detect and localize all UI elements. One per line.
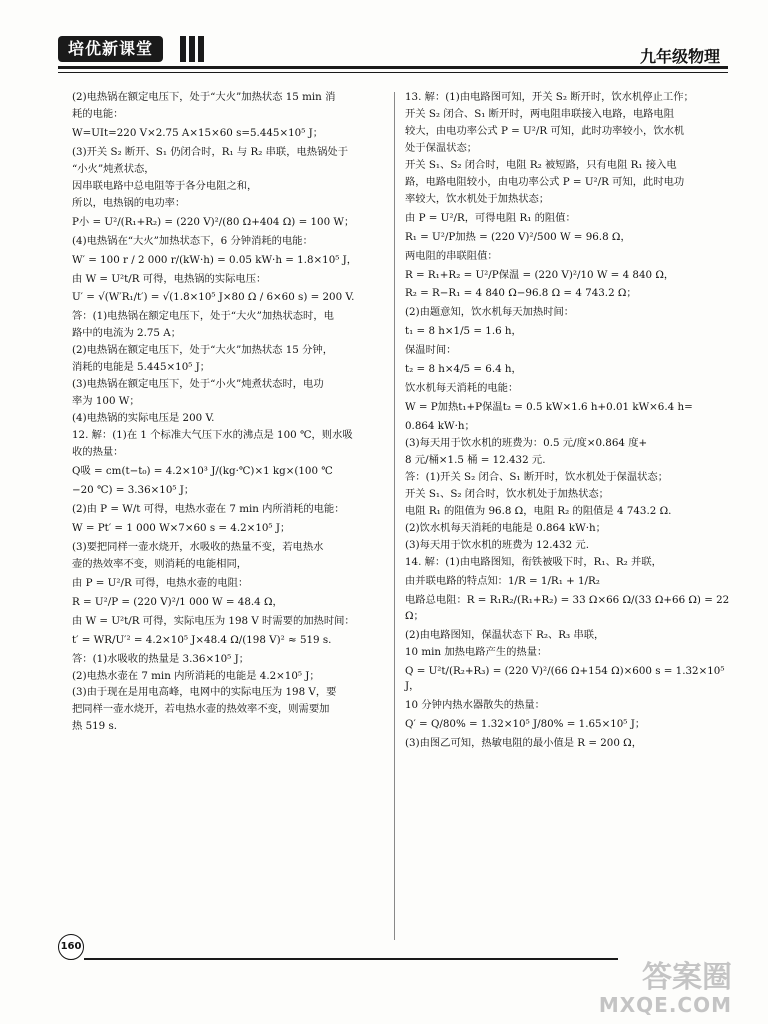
text-line: 率较大，饮水机处于加热状态； [405, 192, 550, 205]
formula-line: P小 = U²/(R₁+R₂) = (220 V)²/(80 Ω+404 Ω) = 100 W； [72, 215, 355, 228]
formula-line: t′ = WR/U′² = 4.2×10⁵ J×48.4 Ω/(198 V)² ≈ 519 s. [72, 633, 332, 646]
text-line: (2)由电路图知，保温状态下 R₂、R₃ 串联， [405, 628, 605, 641]
text-line: 由 W = U²t/R 可得，实际电压为 198 V 时需要的加热时间： [72, 614, 355, 627]
formula-line: W′ = 100 r / 2 000 r/(kW·h) = 0.05 kW·h = 1.8×10⁵ J， [72, 253, 358, 266]
text-line: 开关 S₂ 闭合、S₁ 断开时，两电阻串联接入电路，电路电阻 [405, 107, 675, 120]
text-line: 10 分钟内热水器散失的热量： [405, 699, 545, 712]
text-line: (4)电热锅在“大火”加热状态下，6 分钟消耗的电能： [72, 234, 313, 247]
header-rule-thin [58, 72, 728, 73]
text-line: 答：(1)水吸收的热量是 3.36×10⁵ J； [72, 652, 250, 665]
text-line: 开关 S₁、S₂ 闭合时，饮水机处于加热状态； [405, 487, 609, 500]
formula-line: Q′ = Q/80% = 1.32×10⁵ J/80% = 1.65×10⁵ J； [405, 718, 646, 731]
text-line: 开关 S₁、S₂ 闭合时，电阻 R₂ 被短路，只有电阻 R₁ 接入电 [405, 158, 677, 171]
brand-bars-decoration [180, 36, 207, 62]
formula-line: t₁ = 8 h×1/5 = 1.6 h， [405, 325, 522, 338]
watermark-url: MXQE.COM [598, 993, 732, 1017]
question-heading: 13. 解：(1)由电路图可知，开关 S₂ 断开时，饮水机停止工作； [405, 91, 694, 103]
grade-subject: 九年级物理 [639, 47, 720, 66]
formula-line: R = R₁+R₂ = U²/P保温 = (220 V)²/10 W = 4 840 Ω， [405, 268, 675, 281]
question-heading: 12. 解：(1)在 1 个标准大气压下水的沸点是 100 ℃，则水吸 [72, 429, 353, 442]
formula-line: W=UIt=220 V×2.75 A×15×60 s=5.445×10⁵ J； [72, 126, 324, 139]
text-line: (4)电热锅的实际电压是 200 V. [72, 412, 215, 425]
header-rule [58, 66, 728, 69]
text-line: 由 P = U²/R，可得电阻 R₁ 的阻值： [405, 211, 576, 224]
watermark [599, 962, 732, 1016]
text-line: 路，电路电阻较小，由电功率公式 P = U²/R 可知，此时电功 [405, 175, 685, 188]
column-divider [394, 92, 395, 940]
text-line: 由 P = U²/R 可得，电热水壶的电阻： [72, 576, 249, 589]
formula-line: R₂ = R−R₁ = 4 840 Ω−96.8 Ω = 4 743.2 Ω； [405, 287, 637, 300]
text-line: 路中的电流为 2.75 A； [72, 327, 181, 340]
text-line: (2)由题意知，饮水机每天加热时间： [405, 306, 575, 319]
page-header [0, 0, 768, 72]
formula-line: Q吸 = cm(t−t₀) = 4.2×10³ J/(kg·℃)×1 kg×(100 ℃ [72, 465, 333, 478]
text-line: (2)电热锅在额定电压下，处于“大火”加热状态 15 min 消 [72, 91, 336, 103]
formula-line: W = P加热t₁+P保温t₂ = 0.5 kW×1.6 h+0.01 kW×6.4 h= [405, 401, 693, 414]
text-line: 收的热量： [72, 446, 124, 459]
text-line: 处于保温状态； [405, 141, 478, 154]
text-line: 因串联电路中总电阻等于各分电阻之和， [72, 179, 258, 192]
text-line: 壶的热效率不变，则消耗的电能相同， [72, 557, 248, 570]
text-line: 耗的电能： [72, 107, 124, 120]
text-line: 两电阻的串联阻值： [405, 249, 498, 262]
page-number: 160 [58, 934, 84, 960]
watermark-logo-text: 答案圈 [642, 960, 732, 995]
text-line: 答：(1)电热锅在额定电压下，处于“大火”加热状态时，电 [72, 310, 334, 323]
formula-line: 0.864 kW·h； [405, 420, 475, 433]
formula-line: −20 ℃) = 3.36×10⁵ J； [72, 483, 195, 496]
text-line: 8 元/桶×1.5 桶 = 12.432 元. [405, 454, 546, 467]
text-line: (3)要把同样一壶水烧开，水吸收的热量不变，若电热水 [72, 540, 324, 553]
footer-rule [84, 958, 618, 960]
text-line: 由 W = U²t/R 可得，电热锅的实际电压： [72, 272, 267, 285]
text-line: (3)开关 S₂ 断开、S₁ 仍闭合时，R₁ 与 R₂ 串联，电热锅处于 [72, 145, 348, 158]
formula-line: U′ = √(W′R₁/t′) = √(1.8×10⁵ J×80 Ω / 6×60 s) = 200 V. [72, 291, 355, 304]
text-line: 把同样一壶水烧开，若电热水壶的热效率不变，则需要加 [72, 703, 330, 716]
text-line: (3)每天用于饮水机的班费为：0.5 元/度×0.864 度+ [405, 437, 648, 450]
formula-line: Q = U²t/(R₂+R₃) = (220 V)²/(66 Ω+154 Ω)×600 s = 1.32×10⁵ J， [405, 664, 725, 693]
formula-line: R = U²/P = (220 V)²/1 000 W = 48.4 Ω， [72, 595, 283, 608]
text-line: 热 519 s. [72, 720, 118, 733]
text-line: 较大，由电功率公式 P = U²/R 可知，此时功率较小，饮水机 [405, 124, 685, 137]
text-line: 消耗的电能是 5.445×10⁵ J； [72, 361, 211, 374]
text-line: (3)电热锅在额定电压下，处于“小火”炖煮状态时，电功 [72, 378, 324, 391]
formula-line: R₁ = U²/P加热 = (220 V)²/500 W = 96.8 Ω， [405, 230, 631, 243]
text-line: 10 min 加热电路产生的热量： [405, 645, 548, 658]
text-line: 电阻 R₁ 的阻值为 96.8 Ω，电阻 R₂ 的阻值是 4 743.2 Ω. [405, 504, 672, 517]
text-line: (3)由图乙可知，热敏电阻的最小值是 R = 200 Ω， [405, 737, 642, 750]
text-line: 率为 100 W； [72, 395, 140, 408]
question-heading: 14. 解：(1)由电路图知，衔铁被吸下时，R₁、R₂ 并联， [405, 555, 662, 568]
text-line: 保温时间： [405, 344, 457, 357]
formula-line: 电路总电阻：R = R₁R₂/(R₁+R₂) = 33 Ω×66 Ω/(33 Ω+66 Ω) = 22 Ω； [405, 593, 730, 622]
left-column [72, 90, 392, 736]
text-line: (3)每天用于饮水机的班费为 12.432 元. [405, 538, 589, 551]
text-line: 答：(1)开关 S₂ 闭合、S₁ 断开时，饮水机处于保温状态； [405, 471, 669, 484]
text-line: (2)电热水壶在 7 min 内所消耗的电能是 4.2×10⁵ J； [72, 669, 320, 682]
text-line: “小火”炖煮状态， [72, 162, 155, 175]
text-line: (3)由于现在是用电高峰，电网中的实际电压为 198 V，要 [72, 686, 337, 699]
text-line: (2)由 P = W/t 可得，电热水壶在 7 min 内所消耗的电能： [72, 502, 345, 515]
book-brand: 培优新课堂 [58, 36, 163, 62]
formula-line: W = Pt′ = 1 000 W×7×60 s = 4.2×10⁵ J； [72, 521, 291, 534]
right-column [405, 90, 735, 753]
text-line: 饮水机每天消耗的电能： [405, 382, 519, 395]
text-line: (2)饮水机每天消耗的电能是 0.864 kW·h； [405, 521, 606, 534]
text-line: 所以，电热锅的电功率： [72, 196, 186, 209]
formula-line: 由并联电路的特点知：1/R = 1/R₁ + 1/R₂ [405, 574, 600, 587]
text-line: (2)电热锅在额定电压下，处于“大火”加热状态 15 分钟， [72, 344, 333, 357]
formula-line: t₂ = 8 h×4/5 = 6.4 h， [405, 363, 522, 376]
